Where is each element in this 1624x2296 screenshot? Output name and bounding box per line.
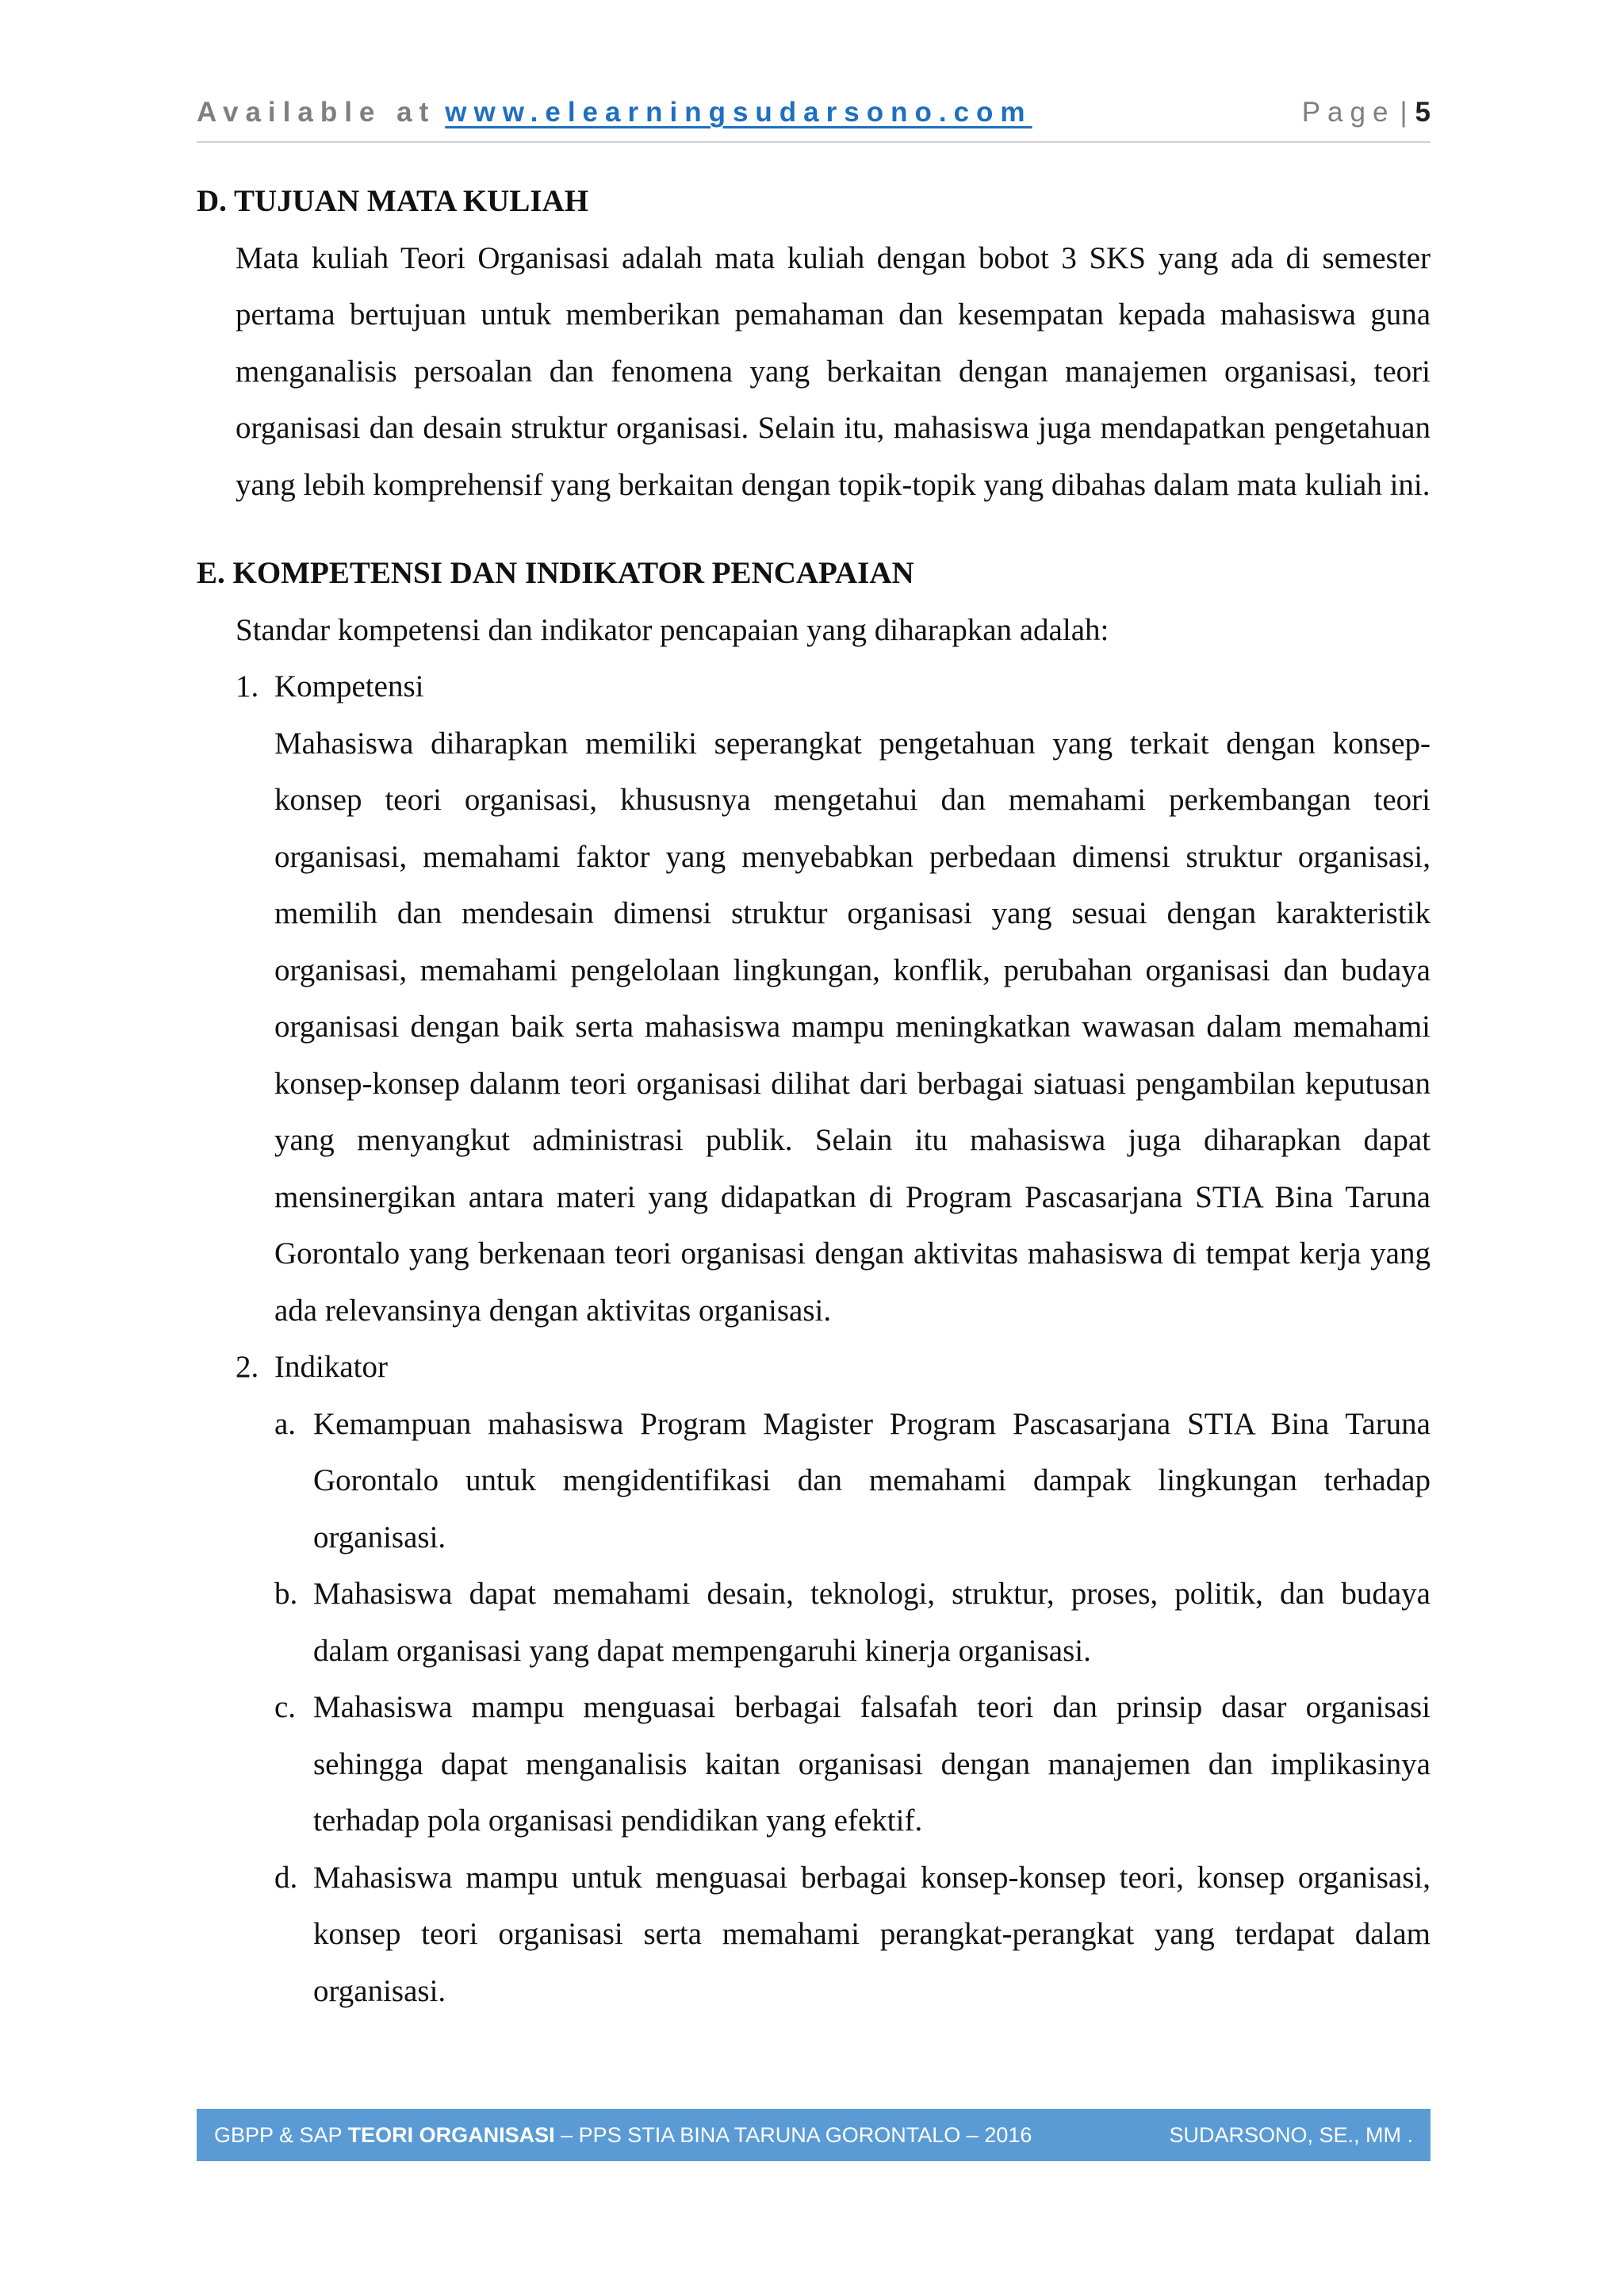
section-e-title: E. KOMPETENSI DAN INDIKATOR PENCAPAIAN bbox=[197, 556, 914, 590]
document-body bbox=[197, 173, 1431, 2019]
header-page-label: Page bbox=[1301, 97, 1396, 128]
header-availability bbox=[197, 97, 1032, 128]
indikator-subitem-d bbox=[197, 1849, 1431, 2020]
sublist-text: Kemampuan mahasiswa Program Magister Program Pascasarjana STIA Bina Taruna Gorontalo untuk mengidentifikasi dan memahami dampak lingkungan terhadap organisasi. bbox=[313, 1406, 1431, 1554]
section-d-title: D. TUJUAN MATA KULIAH bbox=[197, 184, 589, 218]
sublist-marker: c. bbox=[274, 1690, 297, 1724]
list-item-title: Kompetensi bbox=[274, 669, 424, 703]
sublist-text: Mahasiswa mampu untuk menguasai berbagai konsep-konsep teori, konsep organisasi, konsep teori organisasi serta memahami perangkat-perangkat yang terdapat dalam organisasi. bbox=[313, 1860, 1431, 2008]
section-e-intro: Standar kompetensi dan indikator pencapaian yang diharapkan adalah: bbox=[236, 612, 1109, 647]
list-item-title: Indikator bbox=[274, 1350, 388, 1384]
indikator-subitem-c bbox=[197, 1679, 1431, 1849]
indikator-subitem-b bbox=[197, 1566, 1431, 1679]
footer-author: SUDARSONO, SE., MM . bbox=[1169, 2123, 1413, 2147]
header-url-link[interactable]: www.elearningsudarsono.com bbox=[445, 97, 1032, 128]
list-marker: 2. bbox=[236, 1350, 259, 1384]
indikator-subitem-a bbox=[197, 1396, 1431, 1566]
header-page-indicator bbox=[1302, 97, 1431, 128]
page-footer bbox=[197, 2109, 1431, 2161]
sublist-text: Mahasiswa dapat memahami desain, teknologi, struktur, proses, politik, dan budaya dalam organisasi yang dapat mempengaruhi kinerja organisasi. bbox=[313, 1577, 1431, 1668]
sublist-text: Mahasiswa mampu menguasai berbagai falsafah teori dan prinsip dasar organisasi sehingga dapat menganalisis kaitan organisasi dengan manajemen dan implikasinya terhadap pola organisasi pendidikan yang efektif. bbox=[313, 1690, 1431, 1838]
list-item-kompetensi bbox=[197, 658, 1431, 715]
footer-suffix: – PPS STIA BINA TARUNA GORONTALO – 2016 bbox=[561, 2123, 1032, 2147]
list-item-indikator bbox=[197, 1339, 1431, 1396]
footer-left bbox=[214, 2109, 1032, 2161]
header-page-number: 5 bbox=[1415, 97, 1431, 128]
kompetensi-paragraph: Mahasiswa diharapkan memiliki seperangkat pengetahuan yang terkait dengan konsep-konsep teori organisasi, khususnya mengetahui dan memahami perkembangan teori organisasi, memahami faktor yang menyebabkan perbedaan dimensi struktur organisasi, memilih dan mendesain dimensi struktur organisasi yang sesuai dengan karakteristik organisasi, memahami pengelolaan lingkungan, konflik, perubahan organisasi dan budaya organisasi dengan baik serta mahasiswa mampu meningkatkan wawasan dalam memahami konsep-konsep dalanm teori organisasi dilihat dari berbagai siatuasi pengambilan keputusan yang menyangkut administrasi publik. Selain itu mahasiswa juga diharapkan dapat mensinergikan antara materi yang didapatkan di Program Pascasarjana STIA Bina Taruna Gorontalo yang berkenaan teori organisasi dengan aktivitas mahasiswa di tempat kerja yang ada relevansinya dengan aktivitas organisasi. bbox=[274, 726, 1431, 1328]
page-header bbox=[197, 97, 1431, 143]
header-page-separator: | bbox=[1400, 97, 1408, 128]
section-d-paragraph: Mata kuliah Teori Organisasi adalah mata kuliah dengan bobot 3 SKS yang ada di semester pertama bertujuan untuk memberikan pemahaman dan kesempatan kepada mahasiswa guna menganalisis persoalan dan fenomena yang berkaitan dengan manajemen organisasi, teori organisasi dan desain struktur organisasi. Selain itu, mahasiswa juga mendapatkan pengetahuan yang lebih komprehensif yang berkaitan dengan topik-topik yang dibahas dalam mata kuliah ini. bbox=[236, 240, 1431, 502]
sublist-marker: b. bbox=[274, 1577, 298, 1611]
sublist-marker: d. bbox=[274, 1860, 298, 1895]
footer-prefix: GBPP & SAP bbox=[214, 2123, 343, 2147]
sublist-marker: a. bbox=[274, 1406, 297, 1441]
footer-course-title: TEORI ORGANISASI bbox=[347, 2123, 555, 2147]
list-marker: 1. bbox=[236, 669, 259, 703]
header-available-prefix: Available at bbox=[197, 97, 436, 128]
section-spacer bbox=[197, 513, 1431, 545]
